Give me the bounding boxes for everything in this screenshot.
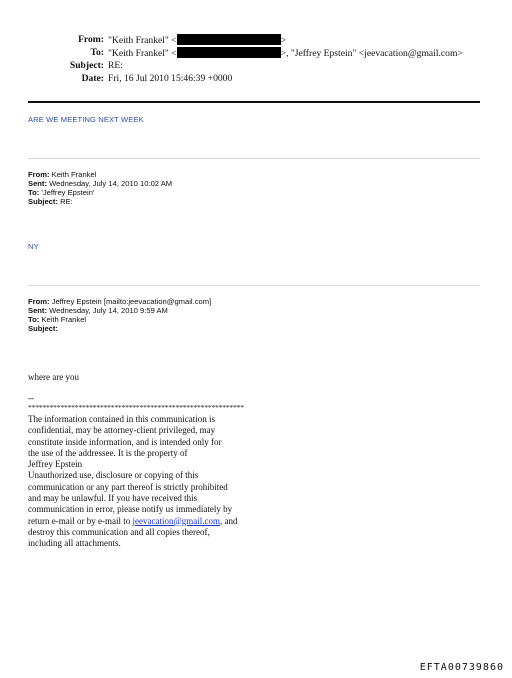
disclaimer-line-suffix: , and	[219, 515, 238, 526]
reply1-sent-value: Wednesday, July 14, 2010 10:02 AM	[49, 178, 173, 188]
disclaimer-line: confidential, may be attorney-client privileged, may	[28, 425, 216, 436]
header-date-value: Fri, 16 Jul 2010 15:46:39 +0000	[108, 73, 233, 84]
disclaimer-line: destroy this communication and all copies thereof,	[28, 526, 210, 537]
reply1-from-value: Keith Frankel	[51, 170, 97, 179]
email-link[interactable]: jeevacation@gmail.com	[132, 515, 220, 526]
reply-header-1	[28, 171, 172, 207]
header-date-label: Date:	[81, 73, 104, 84]
disclaimer-line: Unauthorized use, disclosure or copying of this	[28, 470, 199, 481]
disclaimer-line: including all attachments.	[28, 538, 121, 549]
disclaimer-line: The information contained in this communication is	[28, 414, 215, 424]
header-from-tail: >	[280, 35, 287, 46]
reply2-subject-label: Subject:	[28, 323, 58, 333]
redaction-bar	[177, 34, 281, 45]
message-body-2: NY	[28, 242, 39, 251]
reply2-from-value: Jeffrey Epstein [mailto:jeevacation@gmail.com]	[51, 297, 212, 306]
reply2-sent-value: Wednesday, July 14, 2010 9:59 AM	[49, 305, 168, 315]
disclaimer-line: the use of the addressee. It is the property of	[28, 447, 188, 458]
reply-divider-2	[28, 285, 480, 286]
disclaimer-line: communication or any part thereof is strictly prohibited	[28, 481, 228, 492]
bates-number: EFTA00739860	[419, 662, 504, 673]
header-to-tail: >, "Jeffrey Epstein" <jeevacation@gmail.com>	[280, 48, 463, 59]
reply2-from-label: From:	[28, 297, 50, 306]
disclaimer-line: communication in error, please notify us immediately by	[28, 504, 233, 515]
reply2-to-value: Keith Frankel	[41, 314, 87, 324]
disclaimer-line	[28, 516, 237, 527]
reply1-to-value: 'Jeffrey Epstein'	[41, 187, 95, 197]
header-from-value: "Keith Frankel" <	[108, 35, 177, 46]
signature-stars: ************************************************************	[28, 403, 244, 412]
redaction-bar	[177, 47, 281, 58]
reply2-sent-label: Sent:	[28, 305, 47, 315]
reply1-sent-label: Sent:	[28, 178, 47, 188]
message-body-1: ARE WE MEETING NEXT WEEK	[28, 115, 144, 124]
disclaimer-line: and may be unlawful. If you have received this	[28, 493, 198, 504]
reply-header-2	[28, 298, 211, 334]
disclaimer-line: constitute inside information, and is intended only for	[28, 436, 222, 447]
header-subject-value: RE:	[108, 60, 123, 71]
reply1-from-label: From:	[28, 170, 50, 179]
disclaimer-text	[28, 414, 237, 550]
disclaimer-line-prefix: return e-mail or by e-mail to	[28, 515, 133, 526]
header-divider	[28, 101, 480, 103]
reply1-subject-value: RE:	[60, 196, 73, 206]
header-from-label: From:	[78, 34, 104, 45]
signature-dashes: --	[28, 393, 34, 403]
reply2-to-label: To:	[28, 314, 40, 324]
disclaimer-line: Jeffrey Epstein	[28, 459, 83, 470]
reply1-to-label: To:	[28, 187, 40, 197]
header-to-label: To:	[90, 47, 104, 58]
reply1-subject-label: Subject:	[28, 196, 58, 206]
header-to-value: "Keith Frankel" <	[108, 48, 177, 59]
message-body-3: where are you	[28, 372, 79, 382]
reply-divider-1	[28, 158, 480, 159]
header-subject-label: Subject:	[69, 60, 104, 71]
